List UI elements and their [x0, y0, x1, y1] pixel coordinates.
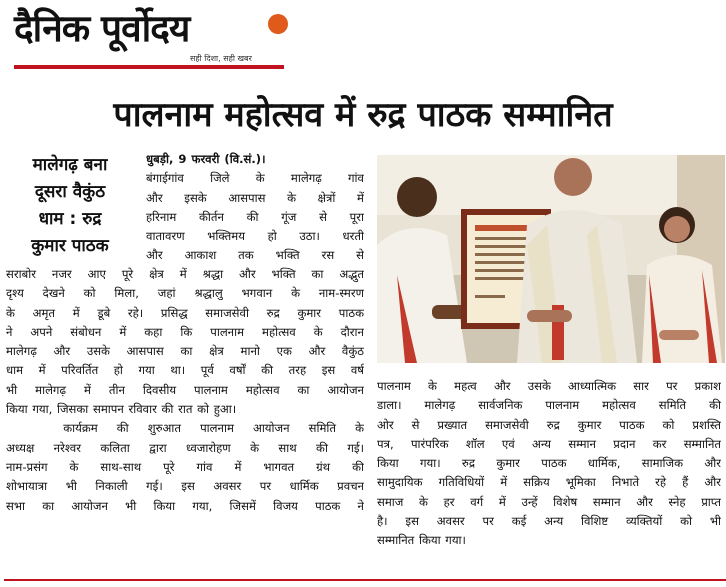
article-line: दृश्य देखने को मिला, जहां श्रद्धालु भगवान के नाम-स्मरण [6, 286, 364, 301]
article-line: सामुदायिक गतिविधियों में सक्रिय भूमिका निभाते रहे हैं और [377, 475, 721, 490]
article-line: और आकाश तक भक्ति रस से [146, 248, 364, 263]
article-line: है। इस अवसर पर कई अन्य विशिष्ट व्यक्तियों को भी [377, 514, 721, 529]
article-line: मालेगढ़ और उसके आसपास का क्षेत्र मानो एक और वैकुंठ [6, 344, 364, 359]
sun-logo-icon [268, 14, 288, 34]
article-line: किया गया, जिसका समापन रविवार की रात को हुआ। [6, 402, 237, 417]
masthead-rule [14, 65, 284, 69]
newspaper-title: दैनिक पूर्वोदय [14, 7, 190, 50]
article-column-left [6, 265, 364, 516]
article-intro [146, 150, 364, 266]
article-line: समाज के हर वर्ग में उन्हें विशेष सम्मान और स्नेह प्राप्त [377, 494, 721, 509]
article-line: अध्यक्ष नरेश्वर कलिता द्वारा ध्वजारोहण के साथ की गई। [6, 440, 364, 455]
article-line: पालनाम के महत्व और उसके आध्यात्मिक सार पर प्रकाश [377, 379, 721, 393]
article-dateline: धुबड़ी, 9 फरवरी (वि.सं.)। [146, 152, 266, 166]
article-line: नाम-प्रसंग के साथ-साथ पूरे गांव में भागवत ग्रंथ की [6, 459, 364, 474]
article-line: डाला। मालेगढ़ सार्वजनिक पालनाम महोत्सव समिति की [377, 398, 721, 413]
side-heading-line: मालेगढ़ बना [32, 155, 108, 175]
article-column-right [377, 377, 721, 551]
article-line: सभा का आयोजन भी किया गया, जिसमें विजय पाठक ने [6, 498, 364, 513]
side-heading-line: दूसरा वैकुंठ [34, 182, 106, 202]
side-heading-line: कुमार पाठक [31, 236, 109, 256]
article-line: पत्र, पारंपरिक शॉल एवं अन्य सम्मान प्रदान कर सम्मानित [377, 436, 721, 451]
article-headline: पालनाम महोत्सव में रुद्र पाठक सम्मानित [113, 95, 613, 135]
article-line: धाम में परिवर्तित हो गया था। पूर्व वर्षों की तरह इस वर्ष [6, 363, 364, 378]
article-line: शोभायात्रा भी निकाली गई। इस अवसर पर धार्मिक प्रवचन [6, 479, 364, 494]
article-line: वातावरण भक्तिमय हो उठा। धरती [146, 229, 364, 244]
award-ceremony-photo [377, 155, 725, 363]
article-line: के अमृत में डूबे रहे। प्रसिद्ध समाजसेवी रुद्र कुमार पाठक [6, 305, 364, 320]
article-line: कार्यक्रम की शुरुआत पालनाम आयोजन समिति के [6, 421, 364, 436]
article-line: बंगाईगांव जिले के मालेगढ़ गांव [146, 171, 364, 186]
newspaper-tagline: सही दिशा, सही खबर [190, 54, 252, 63]
masthead [14, 6, 284, 72]
article-line: और इसके आसपास के क्षेत्रों में [146, 190, 364, 205]
article-photo [377, 155, 725, 363]
article-line: ने अपने संबोधन में कहा कि पालनाम महोत्सव के दौरान [6, 324, 364, 339]
article-line: हरिनाम कीर्तन की गूंज से पूरा [146, 209, 364, 224]
article-line: भी मालेगढ़ में तीन दिवसीय पालनाम महोत्सव का आयोजन [6, 382, 364, 397]
article-line: सराबोर नजर आए पूरे क्षेत्र में श्रद्धा और भक्ति का अद्भुत [6, 267, 364, 281]
article-line: ओर से प्रख्यात समाजसेवी रुद्र कुमार पाठक को प्रशस्ति [377, 417, 721, 432]
bottom-rule [4, 579, 726, 581]
article-line: किया गया। रुद्र कुमार पाठक धार्मिक, सामाजिक और [377, 456, 721, 471]
side-heading-line: धाम : रुद्र [38, 209, 102, 229]
article-line: सम्मानित किया गया। [377, 533, 466, 548]
side-heading [8, 152, 132, 260]
